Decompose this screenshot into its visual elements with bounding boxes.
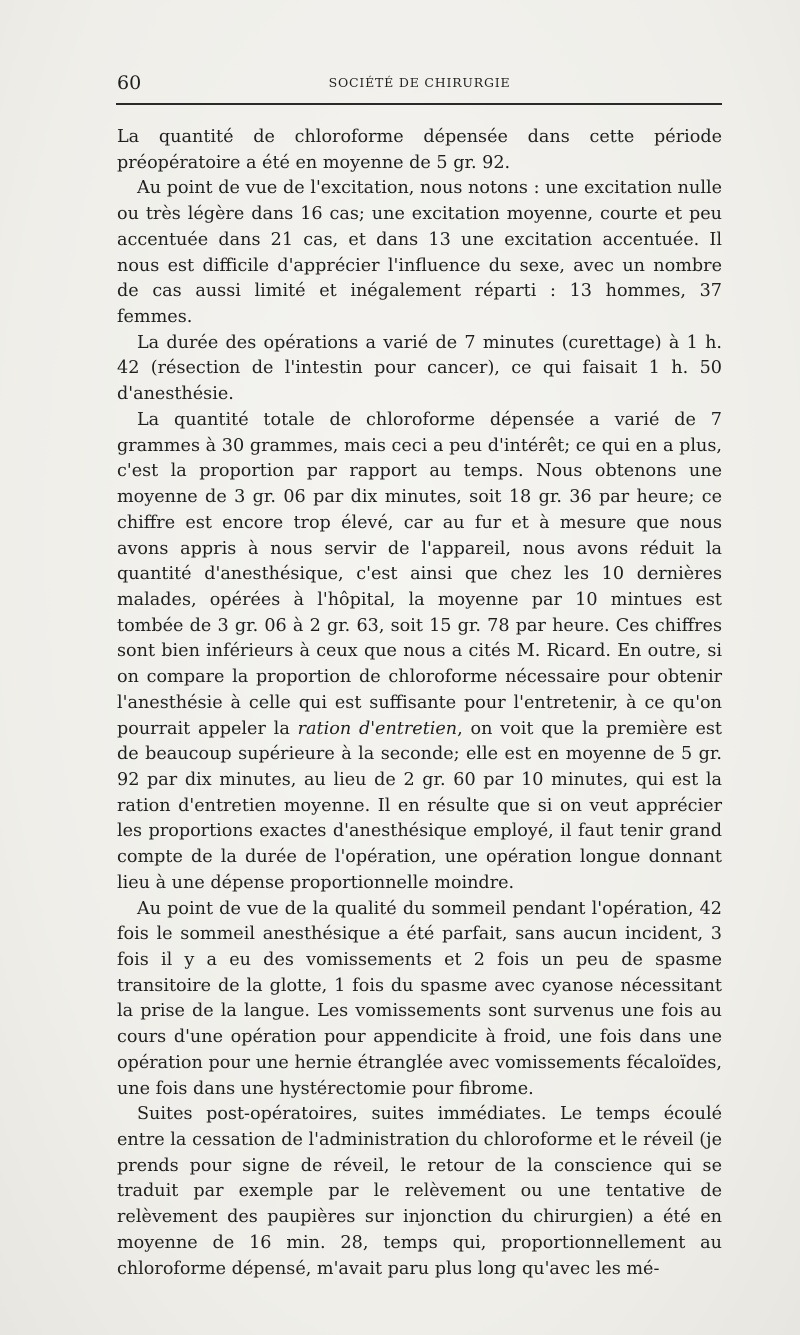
running-head: SOCIÉTÉ DE CHIRURGIE [328, 75, 511, 90]
page-number: 60 [117, 72, 142, 94]
paragraph-duree: La durée des opérations a varié de 7 minutes (curettage) à 1 h. 42 (résection de l'intestin pour cancer), ce qui faisait 1 h. 50 d'anesthésie. [117, 332, 722, 405]
paragraph-sommeil: Au point de vue de la qualité du sommeil pendant l'opération, 42 fois le sommeil anesthésique a été parfait, sans aucun incident, 3 fois il y a eu des vomissements et 2 fois un peu de spasme transitoire de la glotte, 1 fois du spasme avec cyanose nécessitant la prise de la langue. Les vomissements sont survenus une fois au cours d'une opération pour appendicite à froid, une fois dans une opération pour une hernie étranglée avec vomissements fécaloïdes, une fois dans une hystérectomie pour fibrome. [117, 898, 722, 1099]
paragraph-quantite [117, 408, 722, 897]
paragraph-continuation: La quantité de chloroforme dépensée dans cette période préopératoire a été en moyenne de 5 gr. 92. [117, 127, 722, 173]
paragraph-excitation: Au point de vue de l'excitation, nous notons : une excitation nulle ou très légère dans 16 cas; une excitation moyenne, courte et peu accentuée dans 21 cas, et dans 13 une excitation accentuée. Il nous est difficile d'apprécier l'influence du sexe, avec un nombre de cas aussi limité et inégalement réparti : 13 hommes, 37 femmes. [117, 178, 722, 328]
ration-entretien-italic: ration d'entretien [297, 718, 458, 739]
paragraph-quantite-part1: La quantité totale de chloroforme dépensée a varié de 7 grammes à 30 grammes, mais ceci a peu d'intérêt; ce qui en a plus, c'est la proportion par rapport au temps. Nous obtenons une moyenne de 3 gr. 06 par dix minutes, soit 18 gr. 36 par heure; ce chiffre est encore trop élevé, car au fur et à mesure que nous avons appris à nous servir de l'appareil, nous avons réduit la quantité d'anesthésique, c'est ainsi que chez les 10 dernières malades, opérées à l'hôpital, la moyenne par 10 mintues est tombée de 3 gr. 06 à 2 gr. 63, soit 15 gr. 78 par heure. Ces chiffres sont bien inférieurs à ceux que nous a cités M. Ricard. En outre, si on compare la proportion de chloroforme nécessaire pour obtenir l'anesthésie à celle qui est suffisante pour l'entretenir, à ce qu'on pourrait appeler la [117, 409, 722, 739]
header-rule [116, 103, 722, 105]
body-text [117, 125, 722, 1282]
paragraph-suites: Suites post-opératoires, suites immédiates. Le temps écoulé entre la cessation de l'administration du chloroforme et le réveil (je prends pour signe de réveil, le retour de la conscience qui se traduit par exemple par le relèvement ou une tentative de relèvement des paupières sur injonction du chirurgien) a été en moyenne de 16 min. 28, temps qui, proportionnellement au chloroforme dépensé, m'avait paru plus long qu'avec les mé- [117, 1104, 722, 1279]
page-header [117, 70, 722, 100]
paragraph-quantite-part2: , on voit que la première est de beaucoup supérieure à la seconde; elle est en moyenne de 5 gr. 92 par dix minutes, au lieu de 2 gr. 60 par 10 minutes, qui est la ration d'entretien moyenne. Il en résulte que si on veut apprécier les proportions exactes d'anesthésique employé, il faut tenir grand compte de la durée de l'opération, une opération longue donnant lieu à une dépense proportionnelle moindre. [117, 718, 723, 893]
